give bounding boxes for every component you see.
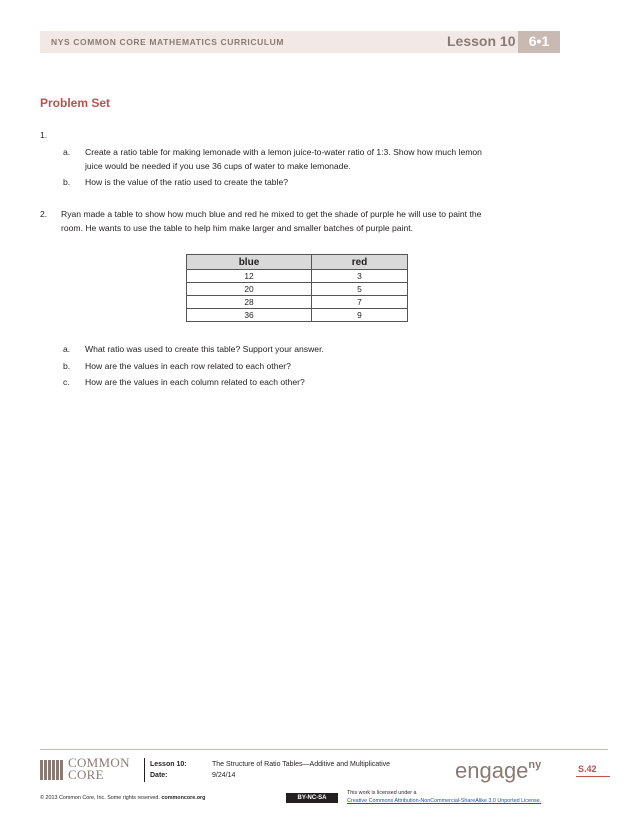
part-letter: b. [63,177,71,187]
problem-number: 2. [40,209,48,219]
license-link[interactable]: Creative Commons Attribution-NonCommercial-ShareAlike 3.0 Unported License. [347,798,542,804]
footer-lesson-title: The Structure of Ratio Tables—Additive and Multiplicative [212,761,391,768]
part-text: How are the values in each row related to each other? [85,361,291,371]
table-row [187,296,408,309]
copyright [40,795,205,801]
footer-date-value: 9/24/14 [212,772,236,779]
part-letter: b. [63,361,71,371]
part-text: How are the values in each column related to each other? [85,377,305,387]
problem-intro: room. He wants to use the table to help him make larger and smaller batches of purple paint. [61,223,414,233]
table-cell: 20 [187,283,312,296]
table-cell: 28 [187,296,312,309]
part-letter: a. [63,147,71,157]
logo-line: COMMON [68,755,130,770]
section-title: Problem Set [40,96,111,110]
table-cell: 9 [311,309,407,322]
footer-lesson-label: Lesson 10: [150,761,187,768]
page-number: S.42 [578,764,597,774]
column-header-red: red [311,255,407,270]
cc-license-badge-icon: BY-NC-SA [286,793,338,803]
brand-text: engage [455,758,529,783]
table-header-row [187,255,408,270]
common-core-logo-icon [40,760,64,780]
column-header-blue: blue [187,255,312,270]
footer-rule [40,749,608,750]
part-letter: c. [63,377,70,387]
problem-intro: Ryan made a table to show how much blue and red he mixed to get the shade of purple he will use to paint the [61,209,482,219]
copyright-text: © 2013 Common Core, Inc. Some rights reserved. [40,795,160,801]
table-row [187,309,408,322]
table-cell: 3 [311,270,407,283]
ratio-table [186,254,408,322]
engageny-logo [455,758,541,784]
footer-date-label: Date: [150,772,168,779]
table-cell: 12 [187,270,312,283]
grade-label: 6•1 [528,33,550,49]
table-cell: 5 [311,283,407,296]
footer-divider [144,758,145,782]
logo-line: CORE [68,767,104,782]
table-cell: 7 [311,296,407,309]
table-row [187,270,408,283]
common-core-logo-text [68,757,130,781]
part-text: What ratio was used to create this table? Support your answer. [85,344,324,354]
copyright-site: commoncore.org [161,795,206,801]
part-text: How is the value of the ratio used to create the table? [85,177,289,187]
problem-number: 1. [40,130,48,140]
part-letter: a. [63,344,71,354]
license-text: This work is licensed under a [347,790,417,796]
part-text: Create a ratio table for making lemonade with a lemon juice-to-water ratio of 1:3. Show how much lemon [85,147,482,157]
curriculum-title: NYS COMMON CORE MATHEMATICS CURRICULUM [51,37,285,47]
table-cell: 36 [187,309,312,322]
table-row [187,283,408,296]
page-number-underline [576,776,610,777]
lesson-label: Lesson 10 [447,33,516,49]
part-text: juice would be needed if you use 36 cups of water to make lemonade. [85,161,351,171]
brand-sup: ny [528,759,542,771]
